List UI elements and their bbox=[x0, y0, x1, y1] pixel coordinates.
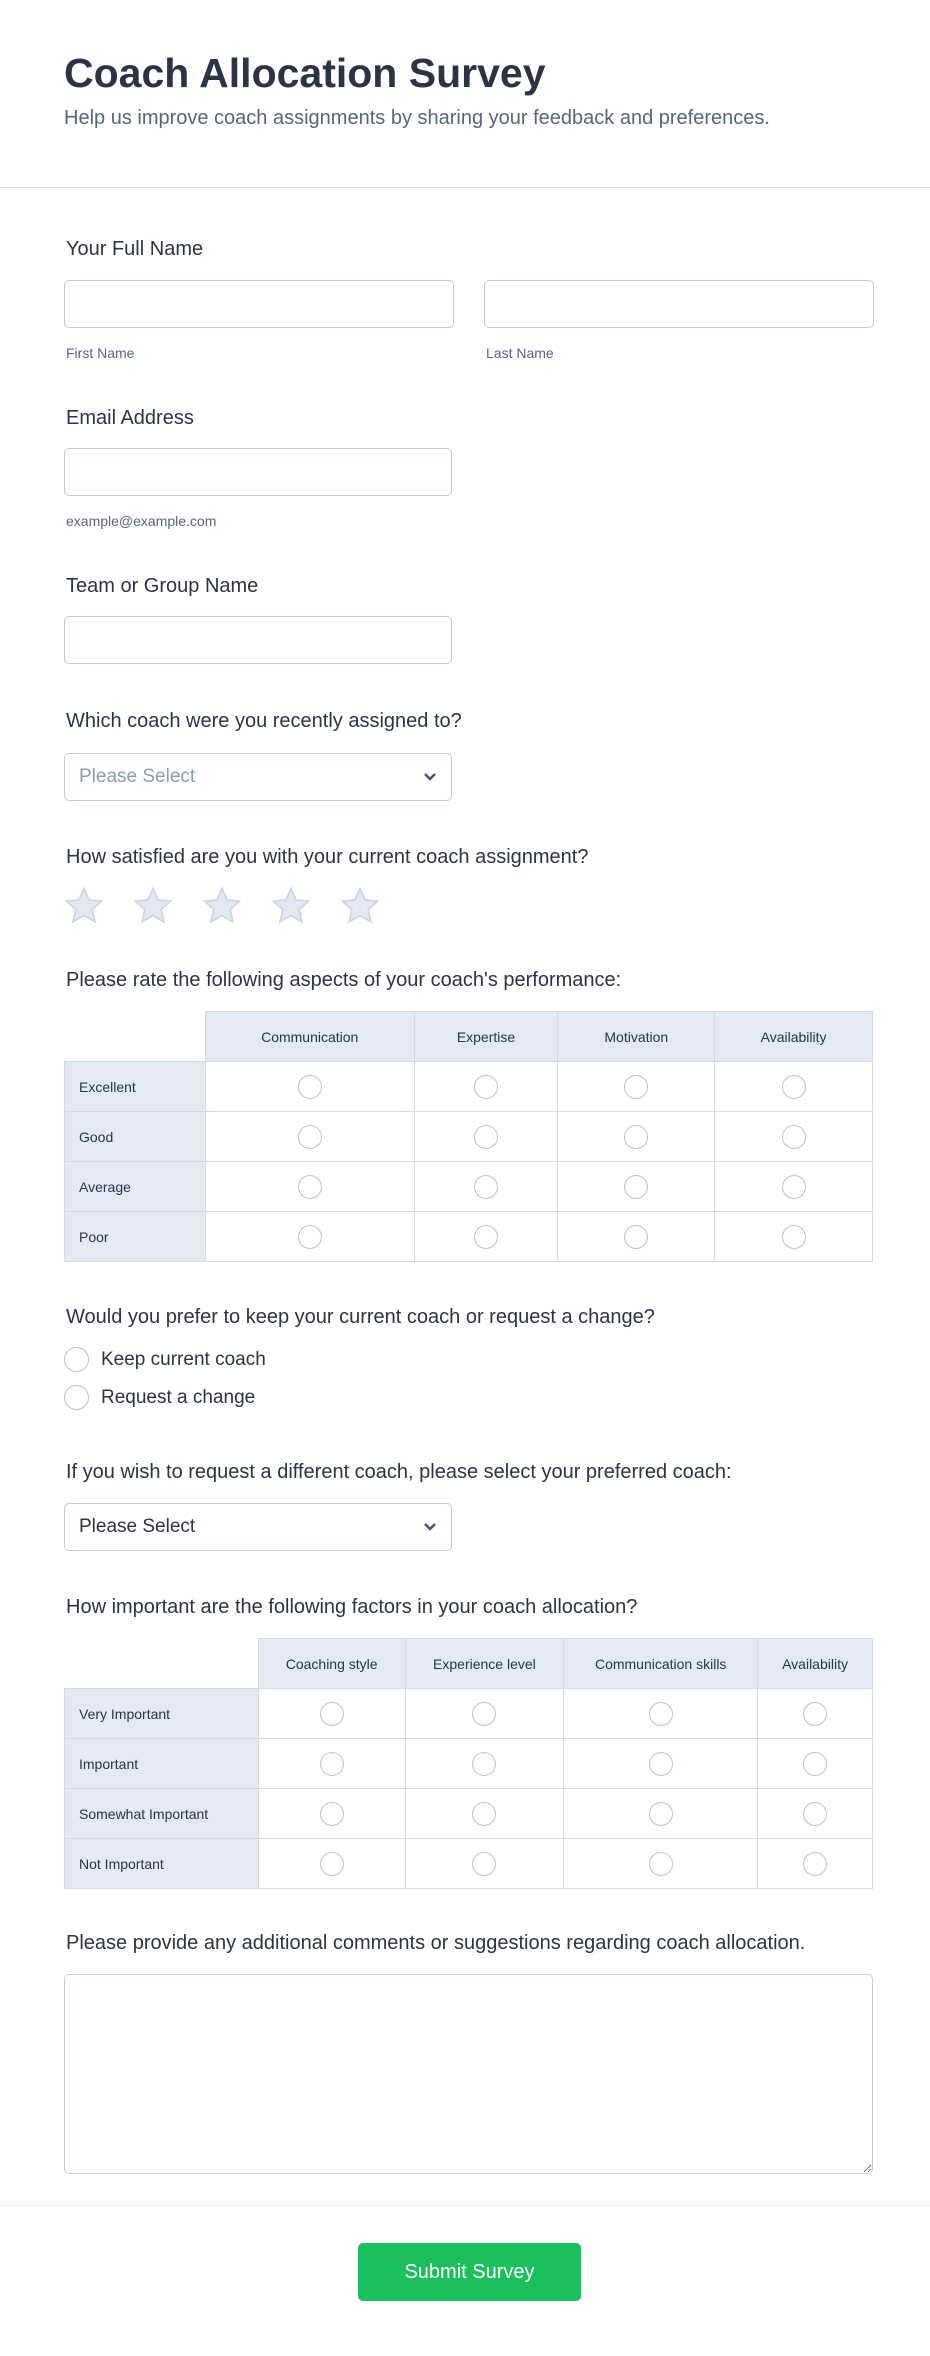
email-label: Email Address bbox=[66, 407, 194, 429]
matrix-column-header: Experience level bbox=[405, 1639, 564, 1689]
matrix-radio[interactable] bbox=[803, 1702, 827, 1726]
radio-keep-current[interactable] bbox=[64, 1347, 266, 1372]
table-row bbox=[65, 1062, 873, 1112]
header-divider bbox=[0, 187, 930, 188]
table-row bbox=[65, 1112, 873, 1162]
matrix-radio[interactable] bbox=[474, 1225, 498, 1249]
preferred-coach-label: If you wish to request a different coach, please select your preferred coach: bbox=[66, 1461, 732, 1483]
matrix-row-label: Somewhat Important bbox=[65, 1789, 259, 1839]
matrix-corner bbox=[65, 1012, 206, 1062]
matrix-column-header: Availability bbox=[758, 1639, 873, 1689]
matrix-row-label: Good bbox=[65, 1112, 206, 1162]
star-icon[interactable] bbox=[202, 886, 242, 926]
email-input[interactable] bbox=[64, 448, 452, 496]
matrix-radio[interactable] bbox=[782, 1175, 806, 1199]
coach-label: Which coach were you recently assigned to? bbox=[66, 710, 462, 732]
radio-label: Keep current coach bbox=[101, 1348, 266, 1370]
matrix-radio[interactable] bbox=[782, 1075, 806, 1099]
last-name-input[interactable] bbox=[484, 280, 874, 328]
matrix-row-label: Average bbox=[65, 1162, 206, 1212]
matrix-column-header: Communication bbox=[205, 1012, 414, 1062]
matrix-radio[interactable] bbox=[649, 1802, 673, 1826]
matrix-radio[interactable] bbox=[472, 1702, 496, 1726]
matrix-radio[interactable] bbox=[782, 1225, 806, 1249]
matrix-radio[interactable] bbox=[624, 1125, 648, 1149]
matrix-radio[interactable] bbox=[649, 1702, 673, 1726]
table-row bbox=[65, 1789, 873, 1839]
matrix-radio[interactable] bbox=[298, 1225, 322, 1249]
matrix-radio[interactable] bbox=[803, 1752, 827, 1776]
matrix-radio[interactable] bbox=[472, 1802, 496, 1826]
last-name-sublabel: Last Name bbox=[486, 345, 554, 361]
table-row bbox=[65, 1839, 873, 1889]
table-row bbox=[65, 1689, 873, 1739]
table-row bbox=[65, 1212, 873, 1262]
footer-divider bbox=[0, 2205, 930, 2206]
matrix-radio[interactable] bbox=[320, 1852, 344, 1876]
team-input[interactable] bbox=[64, 616, 452, 664]
full-name-label: Your Full Name bbox=[66, 238, 204, 260]
preferred-coach-select[interactable] bbox=[64, 1503, 452, 1551]
preferred-coach-value: Please Select bbox=[79, 1516, 196, 1537]
radio-circle[interactable] bbox=[64, 1385, 89, 1410]
matrix-column-header: Motivation bbox=[558, 1012, 715, 1062]
matrix-radio[interactable] bbox=[320, 1752, 344, 1776]
importance-label: How important are the following factors in your coach allocation? bbox=[66, 1596, 638, 1618]
submit-survey-button[interactable]: Submit Survey bbox=[358, 2243, 581, 2301]
matrix-row-label: Not Important bbox=[65, 1839, 259, 1889]
first-name-sublabel: First Name bbox=[66, 345, 135, 361]
chevron-down-icon bbox=[423, 766, 437, 788]
satisfaction-label: How satisfied are you with your current coach assignment? bbox=[66, 846, 589, 868]
matrix-radio[interactable] bbox=[298, 1075, 322, 1099]
matrix-radio[interactable] bbox=[298, 1125, 322, 1149]
radio-circle[interactable] bbox=[64, 1347, 89, 1372]
table-row bbox=[65, 1739, 873, 1789]
matrix-radio[interactable] bbox=[472, 1852, 496, 1876]
matrix-radio[interactable] bbox=[624, 1225, 648, 1249]
email-sublabel: example@example.com bbox=[66, 513, 217, 529]
star-icon[interactable] bbox=[271, 886, 311, 926]
matrix-radio[interactable] bbox=[474, 1175, 498, 1199]
matrix-radio[interactable] bbox=[649, 1752, 673, 1776]
comments-label: Please provide any additional comments or suggestions regarding coach allocation. bbox=[66, 1932, 806, 1954]
matrix-radio[interactable] bbox=[803, 1852, 827, 1876]
matrix-radio[interactable] bbox=[474, 1125, 498, 1149]
matrix-column-header: Expertise bbox=[414, 1012, 558, 1062]
star-icon[interactable] bbox=[64, 886, 104, 926]
radio-request-change[interactable] bbox=[64, 1385, 255, 1410]
matrix-row-label: Poor bbox=[65, 1212, 206, 1262]
matrix-radio[interactable] bbox=[320, 1802, 344, 1826]
page-subtitle: Help us improve coach assignments by sharing your feedback and preferences. bbox=[64, 107, 770, 129]
matrix-column-header: Coaching style bbox=[258, 1639, 405, 1689]
coach-select[interactable] bbox=[64, 753, 452, 801]
matrix-radio[interactable] bbox=[624, 1175, 648, 1199]
matrix-radio[interactable] bbox=[649, 1852, 673, 1876]
page-title: Coach Allocation Survey bbox=[64, 50, 546, 96]
keep-coach-label: Would you prefer to keep your current coach or request a change? bbox=[66, 1306, 655, 1328]
first-name-input[interactable] bbox=[64, 280, 454, 328]
matrix-radio[interactable] bbox=[320, 1702, 344, 1726]
matrix-corner bbox=[65, 1639, 259, 1689]
team-label: Team or Group Name bbox=[66, 575, 259, 597]
matrix-radio[interactable] bbox=[803, 1802, 827, 1826]
matrix-row-label: Excellent bbox=[65, 1062, 206, 1112]
importance-matrix bbox=[64, 1638, 873, 1889]
performance-label: Please rate the following aspects of your coach's performance: bbox=[66, 969, 622, 991]
chevron-down-icon bbox=[423, 1516, 437, 1538]
matrix-radio[interactable] bbox=[474, 1075, 498, 1099]
matrix-radio[interactable] bbox=[782, 1125, 806, 1149]
comments-textarea[interactable] bbox=[64, 1974, 873, 2174]
matrix-column-header: Availability bbox=[715, 1012, 873, 1062]
radio-label: Request a change bbox=[101, 1386, 256, 1408]
matrix-row-label: Important bbox=[65, 1739, 259, 1789]
table-row bbox=[65, 1162, 873, 1212]
matrix-radio[interactable] bbox=[624, 1075, 648, 1099]
performance-matrix bbox=[64, 1011, 873, 1262]
star-rating bbox=[64, 886, 380, 926]
coach-select-placeholder: Please Select bbox=[79, 766, 196, 787]
matrix-row-label: Very Important bbox=[65, 1689, 259, 1739]
matrix-column-header: Communication skills bbox=[564, 1639, 758, 1689]
matrix-radio[interactable] bbox=[472, 1752, 496, 1776]
star-icon[interactable] bbox=[340, 886, 380, 926]
star-icon[interactable] bbox=[133, 886, 173, 926]
matrix-radio[interactable] bbox=[298, 1175, 322, 1199]
